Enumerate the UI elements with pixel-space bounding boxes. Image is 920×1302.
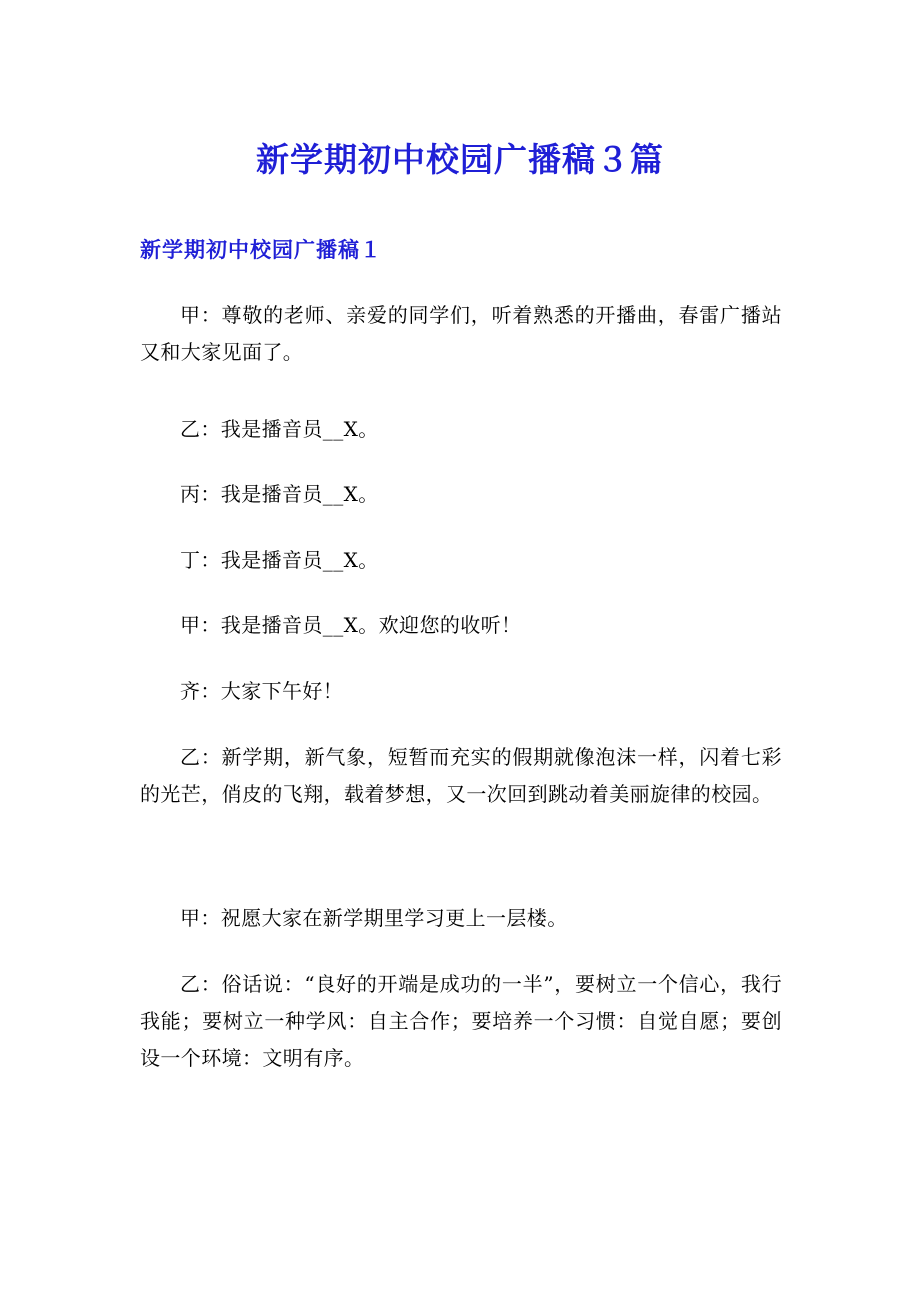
paragraph-announcer-jia: 甲：我是播音员__X。欢迎您的收听！ <box>180 613 522 637</box>
paragraph-new-semester: 乙：新学期，新气象，短暂而充实的假期就像泡沫一样，闪着七彩的光芒，俏皮的飞翔，载着梦想，又一次回到跳动着美丽旋律的校园。 <box>140 745 782 806</box>
document-title: 新学期初中校园广播稿３篇 <box>256 140 664 179</box>
section-title: 新学期初中校园广播稿１ <box>140 237 382 262</box>
paragraph-opening: 甲：尊敬的老师、亲爱的同学们，听着熟悉的开播曲，春雷广播站又和大家见面了。 <box>140 303 782 364</box>
paragraph-announcer-bing: 丙：我是播音员__X。 <box>180 482 379 506</box>
paragraph-announcer-yi: 乙：我是播音员__X。 <box>180 417 379 441</box>
paragraph-wishes: 甲：祝愿大家在新学期里学习更上一层楼。 <box>180 906 568 930</box>
paragraph-greeting: 齐：大家下午好！ <box>180 679 344 703</box>
paragraph-announcer-ding: 丁：我是播音员__X。 <box>180 548 379 572</box>
paragraph-proverb: 乙：俗话说：“良好的开端是成功的一半”，要树立一个信心，我行我能；要树立一种学风：自主合作；要培养一个习惯：自觉自愿；要创设一个环境：文明有序。 <box>140 972 782 1070</box>
